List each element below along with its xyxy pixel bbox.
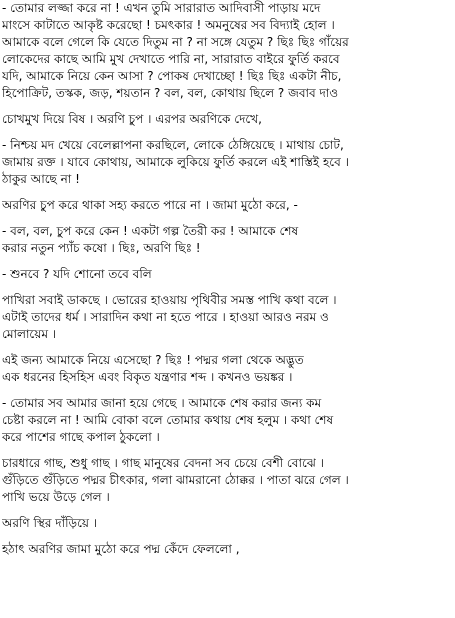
paragraph	[2, 266, 453, 283]
paragraph	[2, 352, 453, 386]
text-line: এক ধরনের হিসহিস এবং বিকৃত যন্ত্রণার শব্দ । কখনও ভয়ঙ্কর ।	[2, 370, 293, 384]
text-line: লোকেদের কাছে আমি মুখ দেখাতে পারি না, সারারাত বাইরে ফুর্তি করবে	[2, 52, 340, 66]
document-page	[2, 0, 453, 618]
text-line: জামায় রক্ত । যাবে কোথায়, আমাকে লুকিয়ে ফুর্তি করলে এই শাস্তিই হবে ।	[2, 155, 349, 169]
text-line: আমাকে বলে গেলে কি যেতে দিতুম না ? না সঙ্গে যেতুম ? ছিঃ ছিঃ গাঁয়ের	[2, 35, 349, 49]
paragraph	[2, 0, 453, 102]
text-line: এই জন্য আমাকে নিয়ে এসেছো ? ছিঃ ! পদ্মর গলা থেকে অদ্ভুত	[2, 353, 304, 367]
text-line: অরণি স্থির দাঁড়িয়ে ।	[2, 516, 98, 530]
paragraph	[2, 541, 453, 558]
text-line: অরণির চুপ করে থাকা সহ্য করতে পারে না । জামা মুঠো করে, -	[2, 198, 298, 212]
text-line: যদি, আমাকে নিয়ে কেন আসা ? পোকষ দেখাচ্ছো ! ছিঃ ছিঃ একটা নীচ,	[2, 69, 342, 83]
text-line: করার নতুন প্যাঁচ কষো । ছিঃ, অরণি ছিঃ !	[2, 241, 201, 255]
text-line: - তোমার লজ্জা করে না ! এখন তুমি সারারাত আদিবাসী পাড়ায় মদে	[2, 1, 321, 15]
paragraph	[2, 111, 453, 128]
text-line: - শুনবে ? যদি শোনো তবে বলি	[2, 267, 152, 281]
text-line: মোলায়েম ।	[2, 327, 57, 341]
paragraph	[2, 197, 453, 214]
paragraph	[2, 455, 453, 506]
text-line: পাখিরা সবাই ডাকছে । ভোরের হাওয়ায় পৃথিবীর সমস্ত পাখি কথা বলে ।	[2, 293, 337, 307]
paragraph	[2, 395, 453, 446]
text-line: গুঁড়িতে গুঁড়িতে পদ্মর চীৎকার, গলা ঝামরানো ঠোক্কর । পাতা ঝরে গেল ।	[2, 473, 349, 487]
text-line: চারধারে গাছ, শুধু গাছ । গাছ মানুষের বেদনা সব চেয়ে বেশী বোঝে ।	[2, 456, 324, 470]
text-line: - বল, বল, চুপ করে কেন ! একটা গল্প তৈরী কর ! আমাকে শেষ	[2, 224, 299, 238]
text-line: পাখি ভয়ে উড়ে গেল ।	[2, 490, 110, 504]
text-line: - তোমার সব আমার জানা হয়ে গেছে । আমাকে শেষ করার জন্য কম	[2, 396, 322, 410]
text-line: মাংসে কাটাতে আকৃষ্ট করেছো ! চমৎকার ! অমনুষের সব বিদ্যাই হোল ।	[2, 18, 335, 32]
paragraph	[2, 292, 453, 343]
text-line: চেষ্টা করলে না ! আমি বোকা বলে তোমার কথায় শেষ হলুম । কথা শেষ	[2, 413, 334, 427]
text-line: হিপোক্রিট, তস্কক, জড়, শয়তান ? বল, বল, কোথায় ছিলে ? জবাব দাও	[2, 86, 339, 100]
text-line: হঠাৎ অরণির জামা মুঠো করে পদ্ম কেঁদে ফেললো ,	[2, 542, 240, 556]
paragraph	[2, 137, 453, 188]
text-line: এটাই তাদের ধর্ম । সারাদিন কথা না হতে পারে । হাওয়া আরও নরম ও	[2, 310, 329, 324]
paragraph	[2, 223, 453, 257]
text-line: চোখমুখ দিয়ে বিষ । অরণি চুপ । এরপর অরণিকে দেখে,	[2, 112, 262, 126]
text-line: - নিশ্চয় মদ খেয়ে বেলেল্লাপনা করছিলে, লোকে ঠেঙ্গিয়েছে । মাথায় চোট,	[2, 138, 344, 152]
text-line: করে পাশের গাছে কপাল ঠুকলো ।	[2, 430, 160, 444]
paragraph	[2, 515, 453, 532]
text-line: ঠাকুর আছে না !	[2, 172, 80, 186]
